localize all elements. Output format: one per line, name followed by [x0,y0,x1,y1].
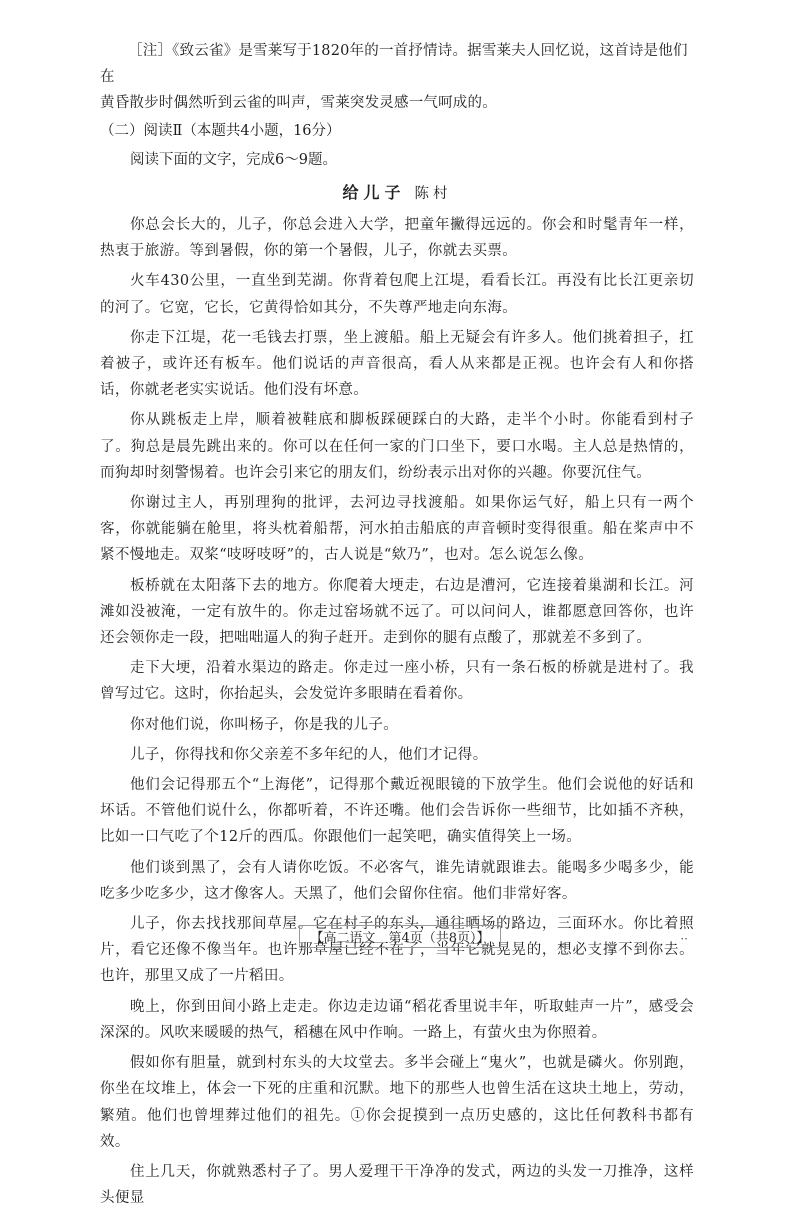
footer-page-number: 【高二语文 第4页（共8页）】 [299,925,500,948]
reading-instruction: 阅读下面的文字，完成6～9题。 [130,152,337,168]
article-paragraph: 儿子，你得找和你父亲差不多年纪的人，他们才记得。 [130,746,488,763]
article-paragraph: 板桥就在太阳落下去的地方。你爬着大埂走，右边是漕河，它连接着巢湖和长江。河滩如没被淹，一定有放牛的。你走过窑场就不远了。可以问问人，谁都愿意回答你，也许还会领你走一段，把咄咄逼人的狗子赶开。走到你的腿有点酸了，那就差不多到了。 [100,577,694,647]
note-line-1: ［注］《致云雀》是雪莱写于1820年的一首抒情诗。据雪莱夫人回忆说，这首诗是他们在 [100,43,688,85]
article-paragraph: 你谢过主人，再别理狗的批评，去河边寻找渡船。如果你运气好，船上只有一两个客，你就能躺在舱里，将头枕着船帮，河水拍击船底的声音顿时变得很重。船在桨声中不紧不慢地走。双桨“吱呀吱呀”的，古人说是“欸乃”，也对。怎么说怎么像。 [100,495,694,564]
article-paragraph: 他们谈到黑了，会有人请你吃饭。不必客气，谁先请就跟谁去。能喝多少喝多少，能吃多少吃多少，这才像客人。天黑了，他们会留你住宿。他们非常好客。 [100,859,694,902]
page-content [100,0,694,1215]
article-title: 给儿子 [342,183,406,202]
article-paragraph: 他们会记得那五个“上海佬”，记得那个戴近视眼镜的下放学生。他们会说他的好话和坏话。不管他们说什么，你都听着，不许还嘴。他们会告诉你一些细节，比如插不齐秧，比如一口气吃了个12斤的西瓜。你跟他们一起笑吧，确实值得笑上一场。 [100,777,694,846]
article-body [100,212,694,1211]
article-paragraph: 走下大埂，沿着水渠边的路走。你走过一座小桥，只有一条石板的桥就是进村了。我曾写过它。这时，你抬起头，会发觉许多眼睛在看着你。 [100,660,694,703]
article-title-line [100,181,694,206]
corner-mark: ·· [680,932,688,946]
article-paragraph: 儿子，你去找找那间草屋。它在村子的东头，通往晒场的路边，三面环水。你比着照片，看它还像不像当年。也许那草屋已经不在了，当年它就晃晃的，想必支撑不到你去。也许，那里又成了一片稻田。 [100,916,694,985]
poem-note [100,0,694,116]
article-paragraph: 火车430公里，一直坐到芜湖。你背着包爬上江堤，看看长江。再没有比长江更亲切的河了。它宽，它长，它黄得恰如其分，不失尊严地走向东海。 [100,273,694,316]
note-line-2: 黄昏散步时偶然听到云雀的叫声，雪莱突发灵感一气呵成的。 [100,95,497,111]
article-author: 陈村 [414,186,452,202]
article-paragraph: 你总会长大的，儿子，你总会进入大学，把童年撇得远远的。你会和时髦青年一样，热衷于旅游。等到暑假，你的第一个暑假，儿子，你就去买票。 [100,217,694,260]
section-heading: （二）阅读Ⅱ（本题共4小题，16分） [100,123,341,139]
article-paragraph: 你走下江堤，花一毛钱去打票，坐上渡船。船上无疑会有许多人。他们挑着担子，扛着被子，或许还有板车。他们说话的声音很高，看人从来都是正视。也许会有人和你搭话，你就老老实实说话。他们没有坏意。 [100,329,694,399]
article-paragraph: 你从跳板走上岸，顺着被鞋底和脚板踩硬踩白的大路，走半个小时。你能看到村子了。狗总是晨先跳出来的。你可以在任何一家的门口坐下，要口水喝。主人总是热情的，而狗却时刻警惕着。也许会引来它的朋友们，纷纷表示出对你的兴趣。你要沉住气。 [100,412,694,481]
article-paragraph: 你对他们说，你叫杨子，你是我的儿子。 [130,716,399,733]
article-paragraph: 住上几天，你就熟悉村子了。男人爱理干干净净的发式，两边的头发一刀推净，这样头便显 [100,1163,694,1207]
article-paragraph: 假如你有胆量，就到村东头的大坟堂去。多半会碰上“鬼火”，也就是磷火。你别跑，你坐在坟堆上，体会一下死的庄重和沉默。地下的那些人也曾生活在这块土地上，劳动，繁殖。他们也曾埋葬过他们的祖先。①你会捉摸到一点历史感的，这比任何教科书都有效。 [100,1055,694,1150]
article-paragraph: 晚上，你到田间小路上走走。你边走边诵“稻花香里说丰年，听取蛙声一片”，感受会深深的。风吹来暖暖的热气，稻穗在风中作响。一路上，有萤火虫为你照着。 [100,998,694,1041]
